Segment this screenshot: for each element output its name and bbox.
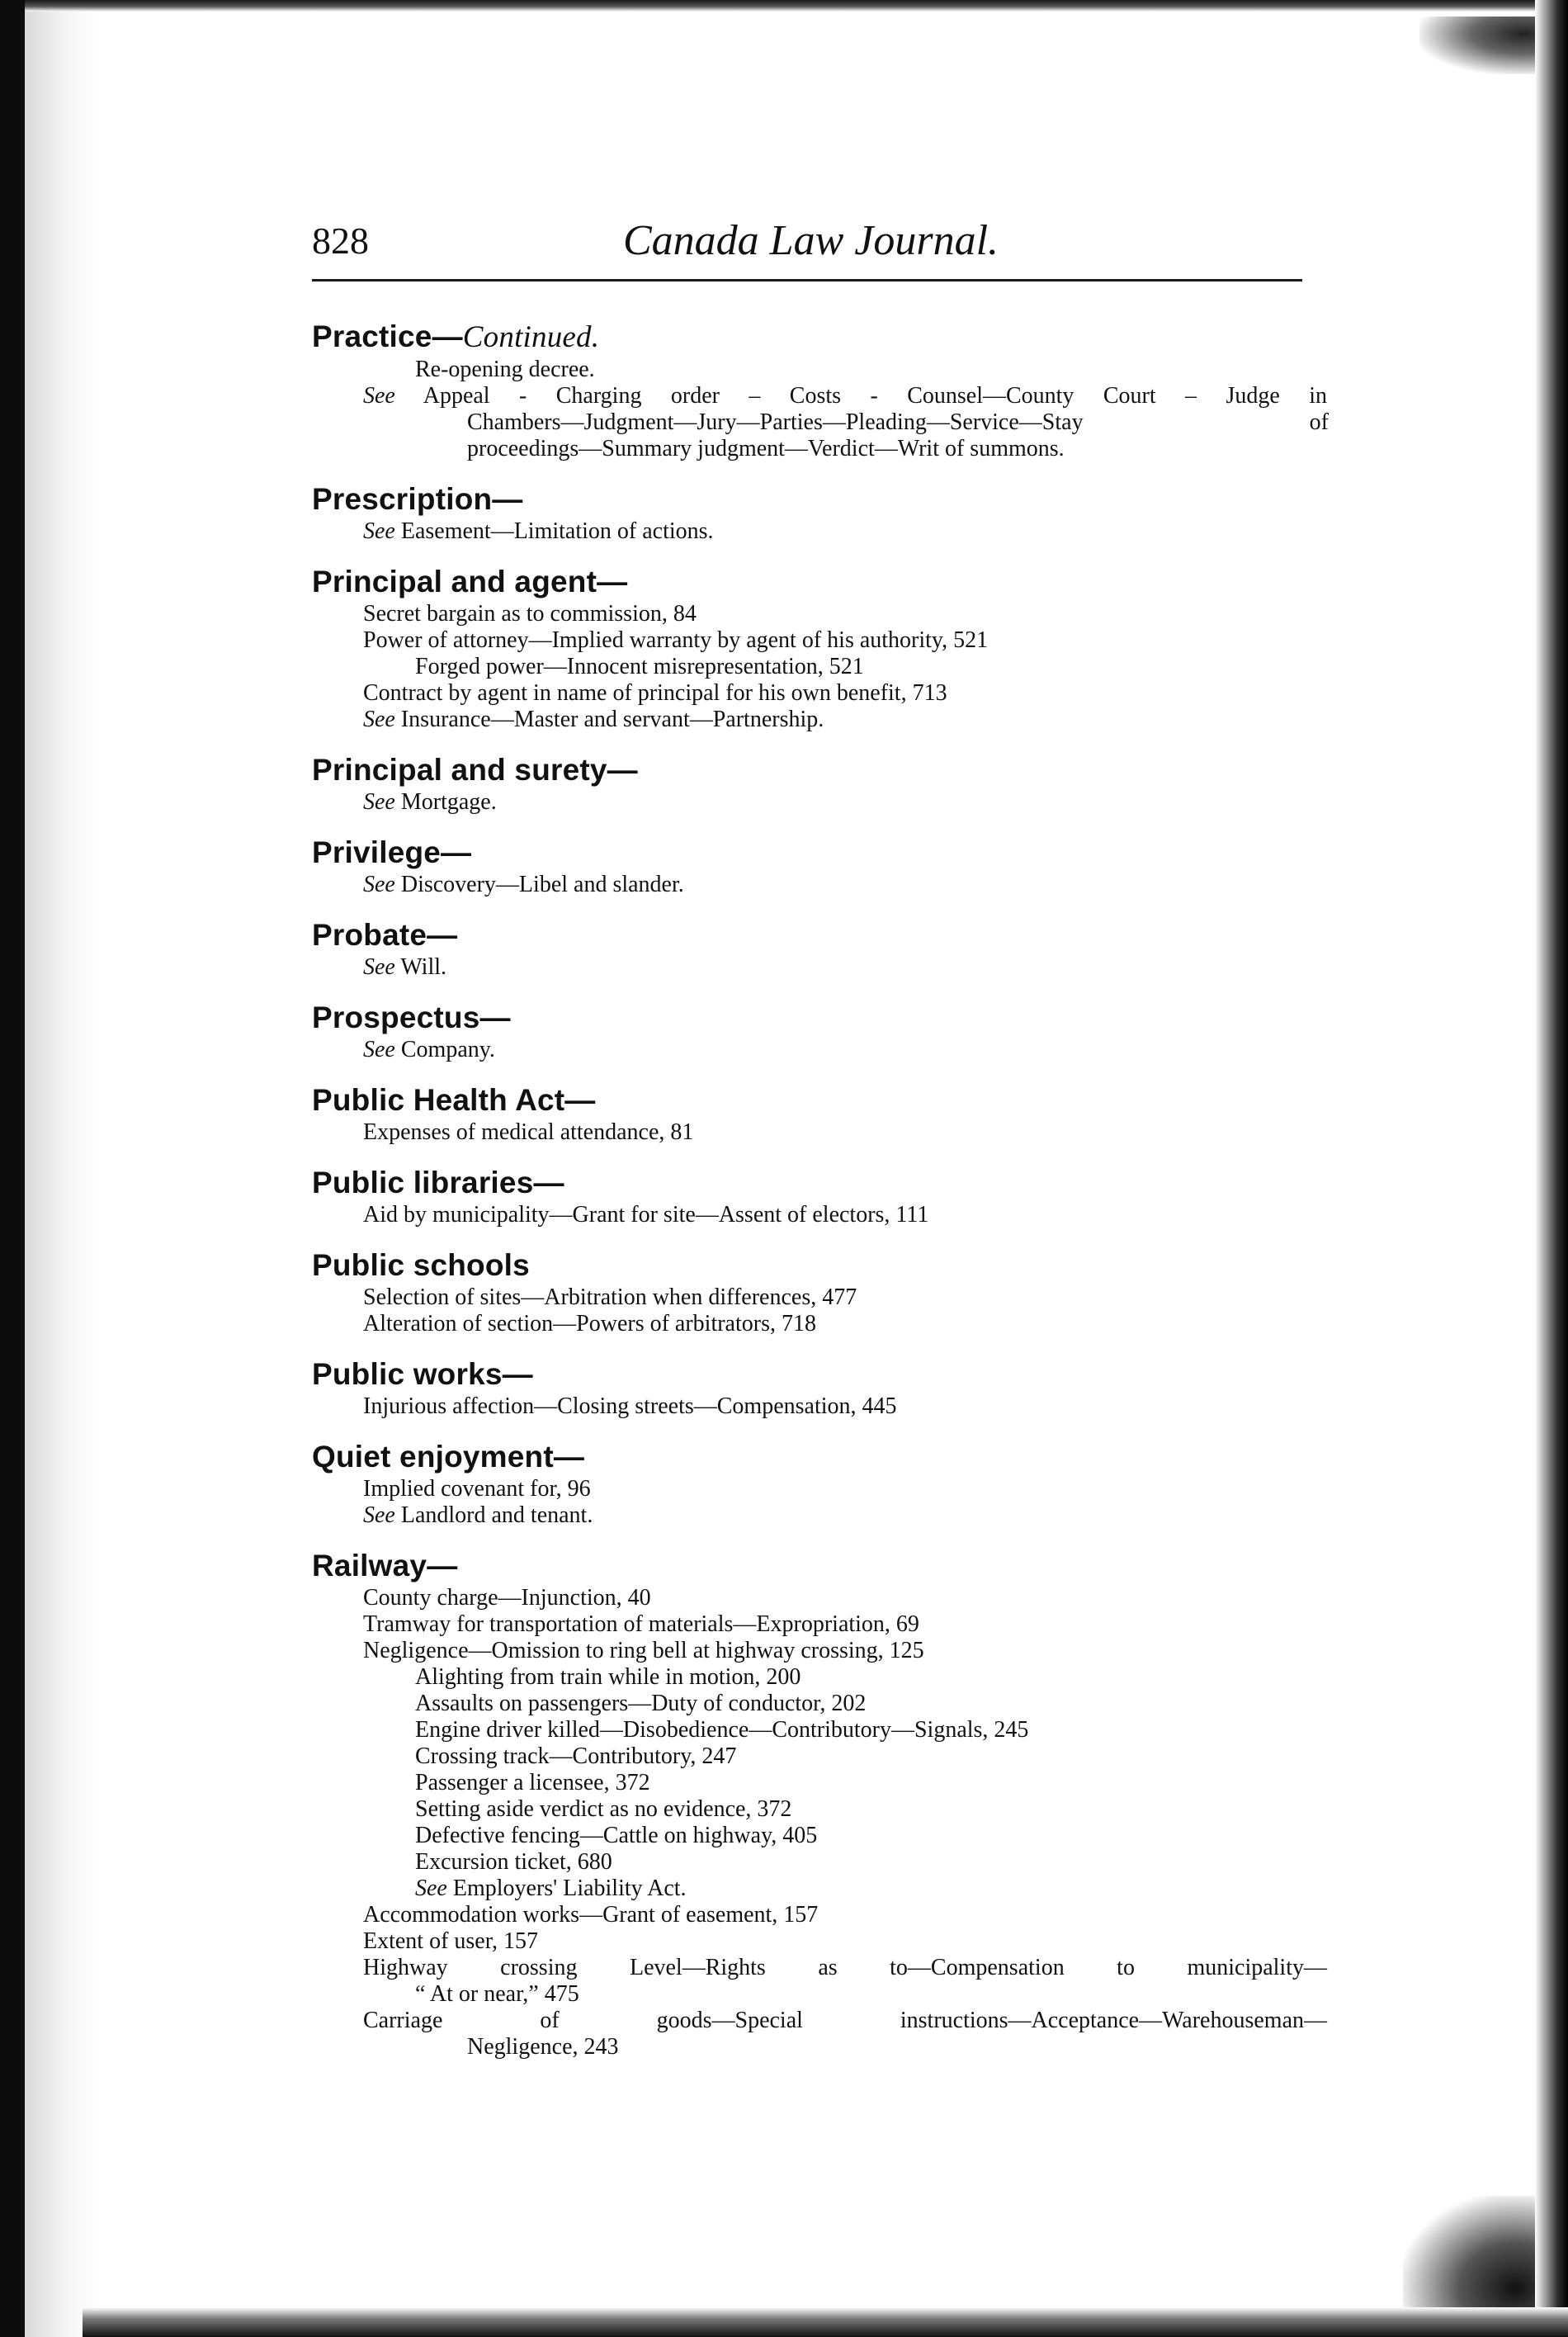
index-entry <box>312 318 1327 462</box>
entry-line-text: Alighting from train while in motion, 200 <box>415 1664 801 1690</box>
entry-line <box>312 1037 1327 1063</box>
entry-line-text: Appeal - Charging order – Costs - Counsel—County Court – Judge in <box>394 383 1327 409</box>
entry-heading <box>312 480 1327 518</box>
entry-line-text: Forged power—Innocent misrepresentation, 521 <box>415 654 864 679</box>
entry-line <box>312 1284 1327 1311</box>
see-reference: See <box>363 1502 395 1528</box>
index-entry <box>312 480 1327 545</box>
index-entry <box>312 563 1327 733</box>
entry-line-text: Mortgage. <box>394 789 497 815</box>
entry-heading-text: Public Health Act— <box>312 1083 596 1117</box>
entry-line <box>312 1202 1327 1228</box>
entry-line-text: Negligence, 243 <box>467 2034 619 2060</box>
entry-line-text: proceedings—Summary judgment—Verdict—Writ of summons. <box>467 436 1065 461</box>
entry-line <box>312 1664 1327 1691</box>
entry-line <box>312 601 1327 627</box>
page-gutter <box>25 0 99 2337</box>
entry-heading-text: Prescription— <box>312 482 523 516</box>
entry-heading <box>312 1355 1327 1393</box>
entry-line-text: Extent of user, 157 <box>363 1928 538 1954</box>
index-entry <box>312 999 1327 1063</box>
entry-line <box>312 1502 1327 1529</box>
entry-line-text: Passenger a licensee, 372 <box>415 1770 650 1795</box>
entry-line <box>312 2008 1327 2034</box>
entry-heading-text: Public libraries— <box>312 1166 564 1199</box>
entry-line <box>312 409 1329 436</box>
entry-heading-text: Privilege— <box>312 835 472 869</box>
entry-line <box>312 383 1327 409</box>
entry-line <box>312 1823 1327 1849</box>
entry-line <box>312 1119 1327 1146</box>
entry-line-text: Will. <box>394 954 446 980</box>
entry-heading-text: Quiet enjoyment— <box>312 1440 585 1474</box>
entry-line-text: Discovery—Libel and slander. <box>394 872 684 897</box>
header-rule <box>312 279 1302 281</box>
entry-heading-text: Principal and agent— <box>312 565 628 598</box>
index-entry <box>312 1438 1327 1529</box>
entry-line <box>312 1638 1327 1664</box>
entry-line <box>312 954 1327 981</box>
entry-line-text: Easement—Limitation of actions. <box>394 518 714 544</box>
entry-heading <box>312 999 1327 1037</box>
entry-line <box>312 1717 1327 1743</box>
entry-heading <box>312 751 1327 789</box>
book-spine-shadow <box>0 0 25 2337</box>
entry-line <box>312 1585 1327 1611</box>
entry-line <box>312 680 1327 707</box>
entry-heading <box>312 1438 1327 1476</box>
scan-smudge <box>1403 2196 1535 2311</box>
entry-line-text: Tramway for transportation of materials—Expropriation, 69 <box>363 1611 919 1637</box>
entry-heading <box>312 916 1327 954</box>
entry-heading <box>312 563 1327 601</box>
entry-line <box>312 707 1327 733</box>
entry-line <box>312 357 1327 383</box>
entry-heading-text: Public schools <box>312 1248 530 1282</box>
index-entry <box>312 751 1327 816</box>
entry-line <box>312 2034 1327 2060</box>
entry-heading-text: Probate— <box>312 918 458 952</box>
entry-heading <box>312 1247 1327 1284</box>
entry-line <box>312 654 1327 680</box>
see-reference: See <box>363 954 395 980</box>
page-right-edge <box>1535 0 1568 2337</box>
entry-line-text: Secret bargain as to commission, 84 <box>363 601 697 627</box>
scan-smudge <box>1419 17 1535 74</box>
see-reference: See <box>363 789 395 815</box>
entry-heading-text: Principal and surety— <box>312 753 638 787</box>
entry-line-text: Landlord and tenant. <box>394 1502 593 1528</box>
entry-heading <box>312 318 1327 357</box>
index-entry <box>312 1081 1327 1146</box>
entry-line-text: Aid by municipality—Grant for site—Assent of electors, 111 <box>363 1202 929 1228</box>
see-reference: See <box>363 518 395 544</box>
entry-line-text: Assaults on passengers—Duty of conductor, 202 <box>415 1691 867 1716</box>
entry-line <box>312 1928 1327 1955</box>
entry-line <box>312 1311 1327 1337</box>
see-reference: See <box>363 383 395 409</box>
entry-line-text: Engine driver killed—Disobedience—Contributory—Signals, 245 <box>415 1717 1029 1743</box>
entry-line <box>312 1393 1327 1420</box>
entry-line-text: Implied covenant for, 96 <box>363 1476 591 1502</box>
entry-line <box>312 1611 1327 1638</box>
entry-line-text: Company. <box>394 1037 495 1062</box>
see-reference: See <box>363 1037 395 1062</box>
entry-heading <box>312 1547 1327 1585</box>
entry-line <box>312 1902 1327 1928</box>
entry-line <box>312 872 1327 898</box>
entry-line-text: Defective fencing—Cattle on highway, 405 <box>415 1823 818 1848</box>
entry-line-text: Highway crossing Level—Rights as to—Compensation to municipality— <box>363 1955 1327 1980</box>
entry-line-text: Excursion ticket, 680 <box>415 1849 612 1875</box>
page-top-edge <box>25 0 1568 12</box>
entry-line-text: County charge—Injunction, 40 <box>363 1585 651 1611</box>
continued-label: Continued. <box>462 320 600 354</box>
index-entry <box>312 916 1327 981</box>
entry-line-text: Employers' Liability Act. <box>446 1876 687 1901</box>
page-bottom-edge <box>83 2307 1568 2337</box>
entry-line-text: Selection of sites—Arbitration when differences, 477 <box>363 1284 857 1310</box>
entry-line-text: Crossing track—Contributory, 247 <box>415 1743 737 1769</box>
entry-heading <box>312 1081 1327 1119</box>
index-entry <box>312 1547 1327 2060</box>
entry-line-text: Contract by agent in name of principal for his own benefit, 713 <box>363 680 947 706</box>
entry-line-text: Insurance—Master and servant—Partnership. <box>394 707 824 732</box>
entry-heading <box>312 834 1327 872</box>
entry-heading-text: Public works— <box>312 1357 533 1391</box>
entry-line-text: Injurious affection—Closing streets—Compensation, 445 <box>363 1393 897 1419</box>
entry-line-text: Re-opening decree. <box>415 357 595 382</box>
entry-line <box>312 1955 1327 1981</box>
entry-line <box>312 627 1327 654</box>
entry-line <box>312 436 1327 462</box>
entry-line-text: Negligence—Omission to ring bell at highway crossing, 125 <box>363 1638 924 1663</box>
entry-heading <box>312 1164 1327 1202</box>
running-header <box>312 216 1302 282</box>
entry-line <box>312 1796 1327 1823</box>
entry-line <box>312 789 1327 816</box>
index-entry <box>312 1355 1327 1420</box>
entry-line <box>312 1849 1327 1876</box>
see-reference: See <box>415 1876 447 1901</box>
see-reference: See <box>363 872 395 897</box>
entry-line-text: Accommodation works—Grant of easement, 157 <box>363 1902 819 1928</box>
entry-line-text: Setting aside verdict as no evidence, 372 <box>415 1796 792 1822</box>
entry-line <box>312 518 1327 545</box>
entry-line <box>312 1981 1327 2008</box>
entry-heading-text: Railway— <box>312 1549 458 1582</box>
entry-line-text: Alteration of section—Powers of arbitrators, 718 <box>363 1311 816 1336</box>
entry-line <box>312 1743 1327 1770</box>
index-entries <box>312 318 1327 2079</box>
entry-line-text: Expenses of medical attendance, 81 <box>363 1119 694 1145</box>
entry-line <box>312 1770 1327 1796</box>
index-entry <box>312 1164 1327 1228</box>
entry-heading-text: Practice— <box>312 319 463 353</box>
page-number: 828 <box>312 220 369 262</box>
entry-line-text: Chambers—Judgment—Jury—Parties—Pleading—Service—Stay of <box>467 409 1329 435</box>
see-reference: See <box>363 707 395 732</box>
entry-heading-text: Prospectus— <box>312 1001 511 1034</box>
index-entry <box>312 1247 1327 1337</box>
entry-line-text: Carriage of goods—Special instructions—Acceptance—Warehouseman— <box>363 2008 1327 2033</box>
entry-line-text: Power of attorney—Implied warranty by agent of his authority, 521 <box>363 627 989 653</box>
entry-line <box>312 1691 1327 1717</box>
entry-line <box>312 1876 1327 1902</box>
entry-line-text: “ At or near,” 475 <box>415 1981 579 2007</box>
journal-title: Canada Law Journal. <box>623 217 999 264</box>
entry-line <box>312 1476 1327 1502</box>
index-entry <box>312 834 1327 898</box>
